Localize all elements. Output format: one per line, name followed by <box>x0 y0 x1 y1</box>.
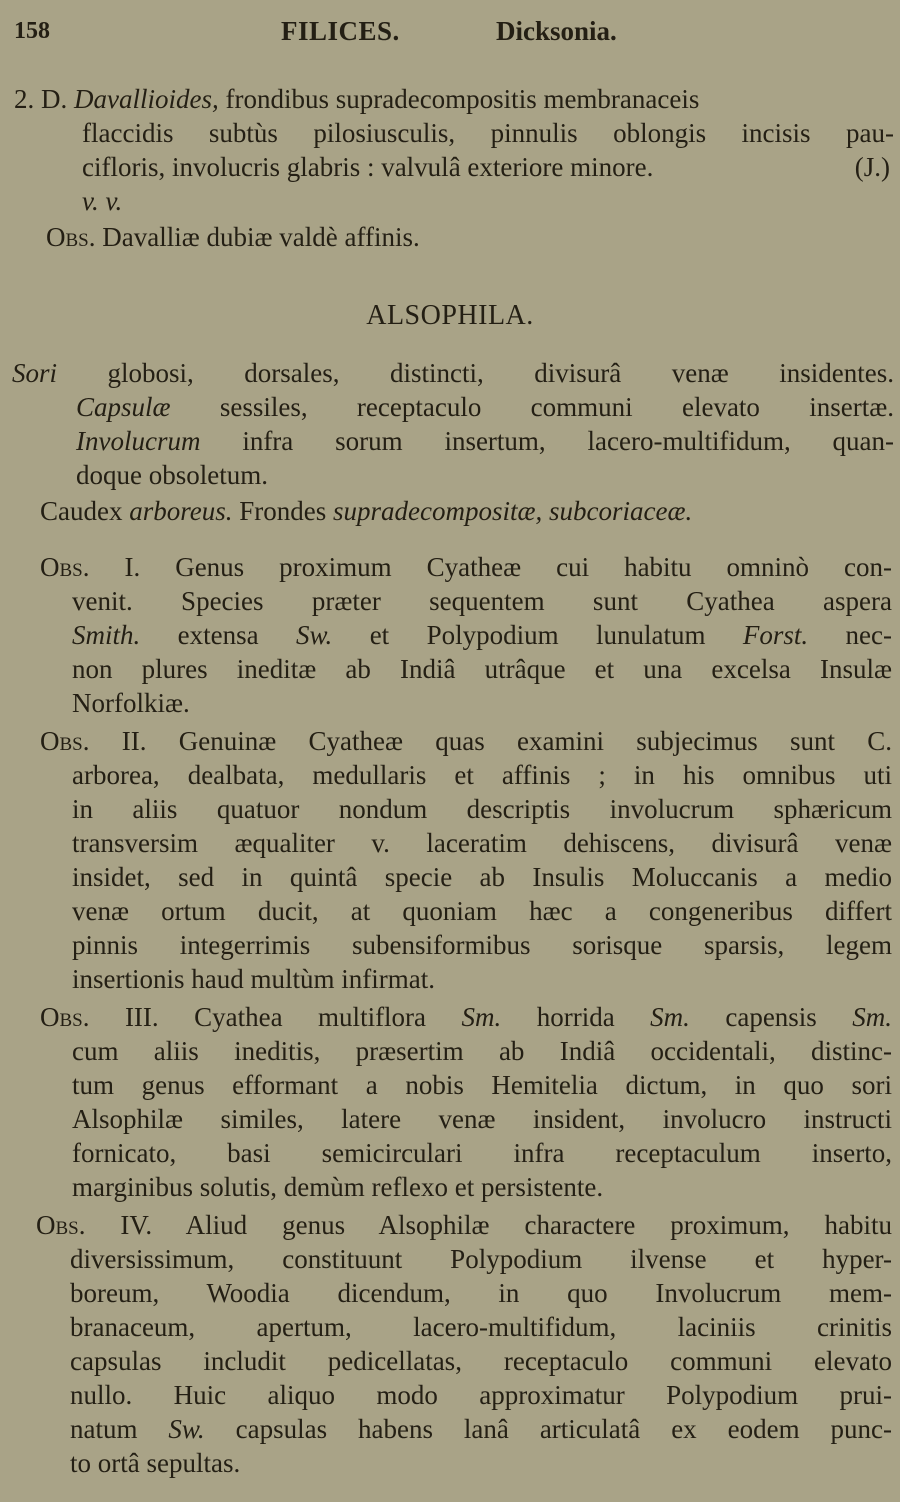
author-abbr: Sm. <box>650 1002 690 1032</box>
obs3-line-5: fornicato, basi semicirculari infra receptaculum inserto, <box>72 1138 892 1168</box>
obs-label: Obs. IV. <box>36 1210 153 1240</box>
obs3-line-4: Alsophilæ similes, latere venæ insident, involucro instructi <box>72 1104 892 1134</box>
char-line-3 <box>76 424 894 458</box>
obs4-line-3: boreum, Woodia dicendum, in quo Involucrum mem- <box>70 1278 892 1308</box>
obs2-line-1 <box>40 724 892 758</box>
term: supradecompositæ, subcoriaceæ. <box>333 496 693 526</box>
obs1-line-5: Norfolkiæ. <box>72 688 190 718</box>
running-head <box>0 14 900 54</box>
obs-text: et Polypodium lunulatum <box>332 620 743 650</box>
obs-text: extensa <box>140 620 297 650</box>
char-line-5 <box>40 494 692 528</box>
species-name: Davallioides, <box>74 84 219 114</box>
obs2-line-6: venæ ortum ducit, at quoniam hæc a congeneribus differt <box>72 896 892 926</box>
obs-text: Cyathea multiflora <box>194 1002 462 1032</box>
genus-heading: ALSOPHILA. <box>366 300 534 331</box>
entry-line-1 <box>14 82 896 116</box>
char-line-4: doque obsoletum. <box>76 460 268 490</box>
entry-line-4 <box>82 184 122 218</box>
obs-text: capensis <box>689 1002 853 1032</box>
obs1-line-1 <box>40 550 892 584</box>
obs-text: capsulas habens lanâ articulatâ ex eodem punc- <box>204 1414 892 1444</box>
obs-label: Obs. II. <box>40 726 147 756</box>
reference-mark: (J.) <box>854 152 890 182</box>
obs2-line-8: insertionis haud multùm infirmat. <box>72 964 435 994</box>
term: Capsulæ <box>76 392 171 422</box>
char-text: globosi, dorsales, distincti, divisurâ venæ insidentes. <box>107 358 895 388</box>
obs4-line-8: to ortâ sepultas. <box>70 1448 241 1478</box>
obs1-line-4: non plures ineditæ ab Indiâ utrâque et una excelsa Insulæ <box>72 654 892 684</box>
entry-line-3 <box>82 150 894 184</box>
char-text: sessiles, receptaculo communi elevato insertæ. <box>219 392 894 422</box>
obs4-line-2: diversissimum, constituunt Polypodium ilvense et hyper- <box>70 1244 892 1274</box>
running-genus: Dicksonia. <box>496 16 617 46</box>
entry-text: frondibus supradecompositis membranaceis <box>225 84 700 114</box>
author-abbr: Smith. <box>72 620 141 650</box>
obs-label: Obs. <box>46 222 96 252</box>
obs4-line-1 <box>36 1208 892 1242</box>
obs1-line-3 <box>72 618 892 652</box>
author-abbr: Sm. <box>461 1002 502 1032</box>
obs2-line-2: arborea, dealbata, medullaris et affinis ; in his omnibus uti <box>72 760 892 790</box>
obs2-line-5: insidet, sed in quintâ specie ab Insulis Moluccanis a medio <box>72 862 892 892</box>
char-text: Frondes <box>239 496 327 526</box>
vidi-vivam: v. v. <box>82 186 123 216</box>
page-number: 158 <box>14 18 50 44</box>
obs-text: Aliud genus Alsophilæ charactere proximum, habitu <box>185 1210 892 1240</box>
obs3-line-1 <box>40 1000 892 1034</box>
obs-text: Davalliæ dubiæ valdè affinis. <box>102 222 420 252</box>
obs-text: nec- <box>808 620 892 650</box>
entry-obs <box>46 220 420 254</box>
obs-text: Genus proximum Cyatheæ cui habitu omninò con- <box>175 552 892 582</box>
obs4-line-7 <box>70 1412 892 1446</box>
term: arboreus. <box>129 496 233 526</box>
obs3-line-2: cum aliis ineditis, præsertim ab Indiâ occidentali, distinc- <box>72 1036 892 1066</box>
obs2-line-3: in aliis quatuor nondum descriptis involucrum sphæricum <box>72 794 892 824</box>
char-text: Caudex <box>40 496 123 526</box>
author-abbr: Forst. <box>742 620 809 650</box>
obs-label: Obs. I. <box>40 552 141 582</box>
obs-label: Obs. III. <box>40 1002 159 1032</box>
author-abbr: Sw. <box>296 620 333 650</box>
obs2-line-4: transversim æqualiter v. laceratim dehiscens, divisurâ venæ <box>72 828 892 858</box>
obs4-line-5: capsulas includit pedicellatas, receptaculo communi elevato <box>70 1346 892 1376</box>
obs1-line-2: venit. Species præter sequentem sunt Cyathea aspera <box>72 586 892 616</box>
obs4-line-4: branaceum, apertum, lacero-multifidum, laciniis crinitis <box>70 1312 892 1342</box>
obs-text: horrida <box>501 1002 651 1032</box>
term: Sori <box>12 358 58 388</box>
entry-number: 2. <box>14 84 35 114</box>
obs3-line-6: marginibus solutis, demùm reflexo et persistente. <box>72 1172 604 1202</box>
term: Involucrum <box>76 426 201 456</box>
genus-abbr: D. <box>41 84 68 114</box>
char-text: infra sorum insertum, lacero-multifidum, quan- <box>242 426 895 456</box>
obs2-line-7: pinnis integerrimis subensiformibus sorisque sparsis, legem <box>72 930 892 960</box>
entry-line-2: flaccidis subtùs pilosiusculis, pinnulis oblongis incisis pau- <box>82 118 894 148</box>
char-line-2 <box>76 390 894 424</box>
entry-text: cifloris, involucris glabris : valvulâ exteriore minore. <box>82 152 654 182</box>
obs-text: Genuinæ Cyatheæ quas examini subjecimus sunt C. <box>178 726 892 756</box>
section-title: FILICES. <box>281 16 400 46</box>
obs4-line-6: nullo. Huic aliquo modo approximatur Polypodium prui- <box>70 1380 892 1410</box>
char-line-1 <box>12 356 894 390</box>
obs-text: natum <box>70 1414 169 1444</box>
author-abbr: Sm. <box>852 1002 893 1032</box>
author-abbr: Sw. <box>168 1414 205 1444</box>
obs3-line-3: tum genus efformant a nobis Hemitelia dictum, in quo sori <box>72 1070 892 1100</box>
